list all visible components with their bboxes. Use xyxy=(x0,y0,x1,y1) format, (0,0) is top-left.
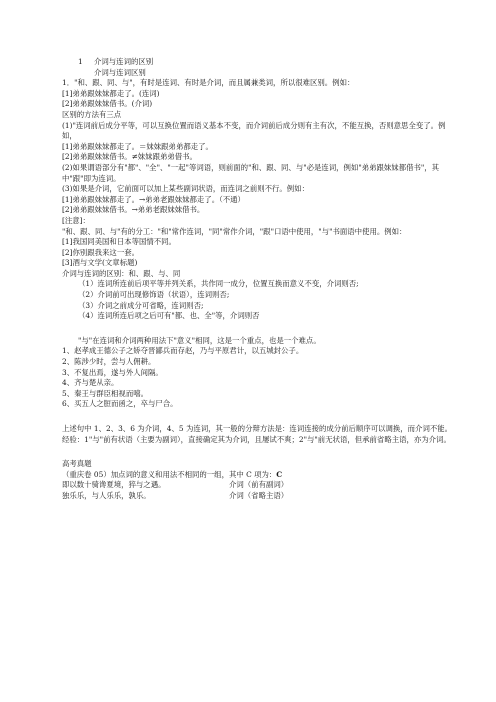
exam-sentence: 独乐乐，与人乐乐，孰乐。 xyxy=(62,490,151,500)
document-body xyxy=(62,57,454,502)
spacer xyxy=(62,445,454,459)
exam-option: C xyxy=(276,469,283,479)
example-line: [1]弟弟跟妹妹都走了。→弟弟老跟妹妹都走了。（不通） xyxy=(62,194,245,204)
section-heading: 介词与连词的区别：和、跟、与、同 xyxy=(62,268,181,278)
exam-answer: 介词（省略主语） xyxy=(229,490,289,500)
list-item: （4）连词所连后项之后可有"都、也、全"等，介词则否 xyxy=(78,311,260,321)
title-text: 介词与连词的区别 xyxy=(94,57,154,66)
exam-answer: 介词（前有副词） xyxy=(229,480,289,490)
section-heading: 高考真题 xyxy=(62,459,92,469)
exam-question-text: （重庆卷 05）加点词的意义和用法不相同的一组，其中 C 项为： xyxy=(62,469,277,479)
paragraph: 经验：1"与"前有状语（主要为副词），直接确定其为介词，且屡试不爽；2"与"前无状语，但承前省略主语，亦为介词。 xyxy=(62,434,451,444)
list-item: （2）介词前可出现修饰语（状语），连词则否; xyxy=(78,290,230,300)
spacer xyxy=(62,410,454,424)
list-item: （1）连词所连前后项平等并列关系，共作同一成分，位置互换而意义不变，介词则否; xyxy=(78,279,359,289)
example-line: 6、买五人之脰而函之，卒与尸合。 xyxy=(62,399,178,409)
example-line: [1]弟弟跟妹妹都走了。(连词) xyxy=(62,88,160,98)
list-item: （3）介词之前成分可省略，连词则否; xyxy=(78,300,204,310)
doc-title xyxy=(62,57,454,68)
paragraph: "和、跟、同、与"有的分工："和"常作连词，"同"常作介词，"跟"口语中使用，"与"书面语中使用。例如： xyxy=(62,226,407,236)
example-line: 1、赵孝成王德公子之矫夺晋鄙兵而存赵，乃与平原君计，以五城封公子。 xyxy=(62,346,304,356)
exam-row xyxy=(62,480,454,491)
title-number: 1 xyxy=(78,57,83,66)
exam-question xyxy=(62,470,454,481)
note-heading: [注意]： xyxy=(62,215,90,225)
example-line: [1]弟弟跟妹妹都走了。＝妹妹跟弟弟都走了。 xyxy=(62,141,213,151)
example-line: [1]我国同美国和日本等国情不同。 xyxy=(62,237,176,247)
doc-subtitle: 介词与连词区别 xyxy=(94,67,146,77)
example-line: [2]弟弟跟妹妹借书。≠妹妹跟弟弟借书。 xyxy=(62,152,197,162)
example-line: 2、陈涉少时，尝与人佣耕。 xyxy=(62,357,156,367)
paragraph: (2)如果谓语部分有"都"、"全"、"一起"等词语，则前面的"和、跟、同、与"必是连词，例如"弟弟跟妹妹都借书"，其中"跟"即为连词。 xyxy=(62,162,440,183)
example-line: 4、齐与楚从亲。 xyxy=(62,378,119,388)
paragraph: "与"在连词和介词两种用法下"意义"相同，这是一个重点，也是一个难点。 xyxy=(78,335,321,345)
section-heading: 区别的方法有三点 xyxy=(62,109,122,119)
paragraph: (1)"连词前后成分平等，可以互换位置而语义基本不变，而介词前后成分则有主有次，不能互换，否则意思全变了。例如， xyxy=(62,120,446,141)
paragraph: 上述句中 1、2、3、6 为介词，4、5 为连词，其一般的分辩方法是：连词连接的成分前后顺序可以调换，而介词不能。 xyxy=(62,424,453,433)
paragraph: 1．"和、跟、同、与"，有时是连词、有时是介词，而且属兼类词，所以很难区别。例如： xyxy=(62,78,355,88)
example-line: [3]酒与文学(文章标题) xyxy=(62,258,138,268)
example-line: [2]你别跟我来这一套。 xyxy=(62,247,139,257)
example-line: [2]弟弟跟妹妹借书。(介词) xyxy=(62,99,153,109)
spacer xyxy=(62,322,454,336)
exam-sentence: 即以数十骑谗夏境，猝与之遇。 xyxy=(62,480,166,490)
paragraph: (3)如果是介词，它前面可以加上某些副词状语，而连词之前则不行。例如： xyxy=(62,184,309,194)
example-line: 3、不复出焉，遂与外人间隔。 xyxy=(62,367,163,377)
exam-row xyxy=(62,491,454,502)
example-line: [2]弟弟跟妹妹借书。→弟弟老跟妹妹借书。 xyxy=(62,205,205,215)
example-line: 5、秦王与群臣相视而嘻。 xyxy=(62,388,149,398)
